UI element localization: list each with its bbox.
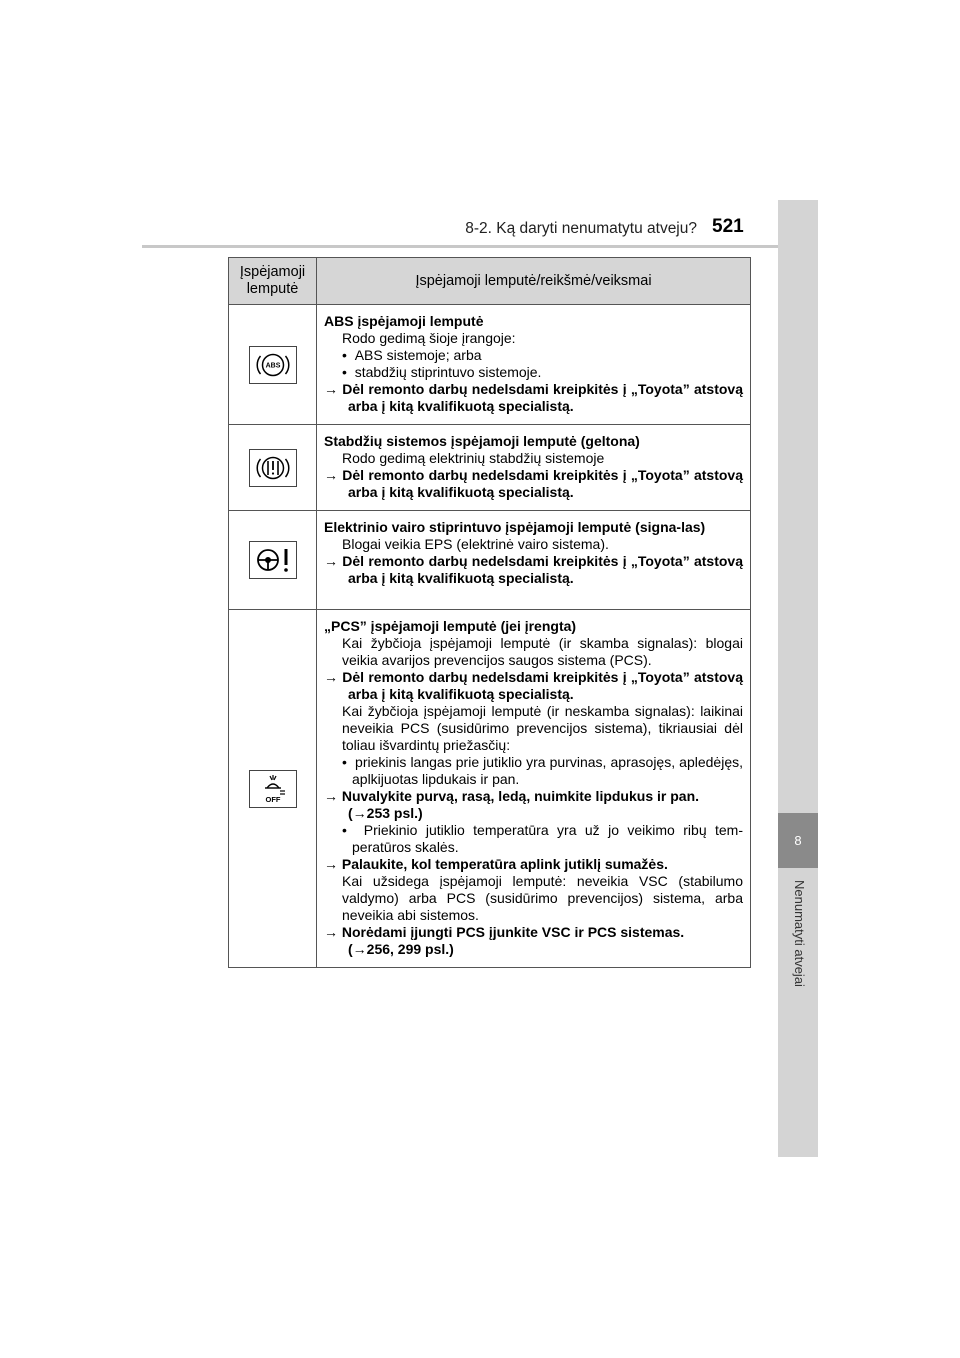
icon-cell (229, 305, 317, 425)
page-number: 521 (712, 216, 744, 237)
table-row (229, 610, 751, 968)
row-intro: Rodo gedimą šioje įrangoje: (342, 330, 516, 346)
row-action: → Palaukite, kol temperatūra aplink jutiklį sumažės. (324, 856, 668, 872)
svg-text:OFF: OFF (265, 794, 280, 804)
chapter-number: 8 (778, 813, 818, 868)
section-title: 8-2. Ką daryti nenumatytu atveju? (465, 220, 697, 237)
row-action: → Dėl remonto darbų nedelsdami kreipkitės į „Toyota” atstovą arba į kitą kvalifikuotą specialistą. (324, 381, 743, 414)
description-cell (317, 425, 751, 511)
column-header-light: Įspėjamoji lemputė (229, 258, 317, 305)
row-action: → Dėl remonto darbų nedelsdami kreipkitės į „Toyota” atstovą arba į kitą kvalifikuotą specialistą. (324, 467, 743, 500)
row-title: Stabdžių sistemos įspėjamoji lemputė (geltona) (324, 433, 640, 449)
table-row (229, 425, 751, 511)
row-paragraph: Kai žybčioja įspėjamoji lemputė (ir skamba signalas): blogai veikia avarijos prevencijos saugos sistema (PCS). (342, 635, 743, 668)
list-item: • priekinis langas prie jutiklio yra purvinas, aprasojęs, apledėjęs, aplkijuotas lipdukais ir pan. (342, 754, 743, 787)
table-row (229, 511, 751, 610)
power-steering-warning-icon (249, 541, 297, 579)
description-cell (317, 511, 751, 610)
row-title: Elektrinio vairo stiprintuvo įspėjamoji lemputė (signa-las) (324, 519, 706, 535)
row-action: → Dėl remonto darbų nedelsdami kreipkitės į „Toyota” atstovą arba į kitą kvalifikuotą specialistą. (324, 553, 743, 586)
header-rule (142, 245, 818, 248)
pcs-off-warning-icon (249, 770, 297, 808)
row-intro: Rodo gedimą elektrinių stabdžių sistemoje (342, 450, 605, 466)
row-action: → Norėdami įjungti PCS įjunkite VSC ir PCS sistemas. (→256, 299 psl.) (324, 924, 685, 957)
table-row (229, 305, 751, 425)
list-item: • ABS sistemoje; arba (342, 347, 482, 363)
row-action: → Dėl remonto darbų nedelsdami kreipkitės į „Toyota” atstovą arba į kitą kvalifikuotą specialistą. (324, 669, 743, 702)
description-cell (317, 305, 751, 425)
brake-system-warning-icon (249, 449, 297, 487)
row-title: ABS įspėjamoji lemputė (324, 313, 484, 329)
row-action: → Nuvalykite purvą, rasą, ledą, nuimkite lipdukus ir pan. (→253 psl.) (324, 788, 700, 821)
icon-cell (229, 425, 317, 511)
svg-text:ABS: ABS (265, 362, 280, 369)
warning-lights-table (228, 257, 751, 968)
column-header-meaning: Įspėjamoji lemputė/reikšmė/veiksmai (317, 258, 751, 305)
row-title: „PCS” įspėjamoji lemputė (jei įrengta) (324, 618, 577, 634)
row-intro: Blogai veikia EPS (elektrinė vairo sistema). (342, 536, 609, 552)
abs-warning-icon (249, 346, 297, 384)
chapter-label: Nenumatyti atvejai (792, 880, 807, 987)
table-header-row (229, 258, 751, 305)
icon-cell (229, 511, 317, 610)
list-item: • Priekinio jutiklio temperatūra yra už jo veikimo ribų tem-peratūros skalės. (342, 822, 744, 855)
description-cell (317, 610, 751, 968)
list-item: • stabdžių stiprintuvo sistemoje. (342, 364, 542, 380)
icon-cell (229, 610, 317, 968)
row-paragraph: Kai žybčioja įspėjamoji lemputė (ir neskamba signalas): laikinai neveikia PCS (susidūrimo prevencijos sistema), tikriausiai dėl toliau išvardintų priežasčių: (342, 703, 743, 753)
row-paragraph: Kai užsidega įspėjamoji lemputė: neveikia VSC (stabilumo valdymo) arba PCS (susidūrimo prevencijos) sistema, arba neveikia abi sistemos. (342, 873, 743, 923)
